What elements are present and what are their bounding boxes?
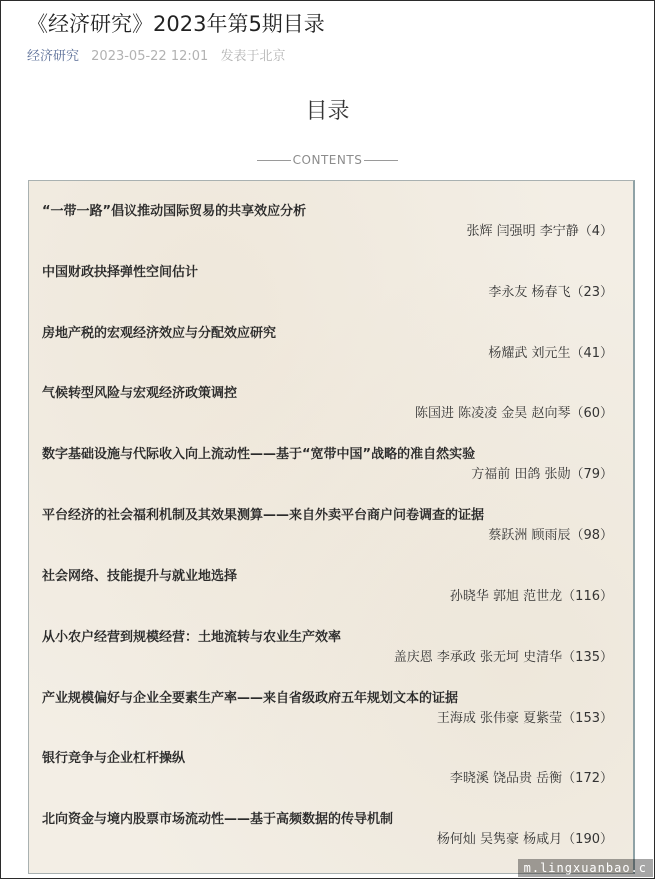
toc-entry-title[interactable]: 房地产税的宏观经济效应与分配效应研究 <box>42 326 277 341</box>
toc-entry-authors: 盖庆恩 李承政 张无坷 史清华（135） <box>393 650 613 665</box>
contents-label: CONTENTS <box>292 153 363 167</box>
toc-entry-title[interactable]: 中国财政抉择弹性空间估计 <box>42 265 199 280</box>
toc-entry-authors: 张辉 闫强明 李宁静（4） <box>466 224 613 239</box>
toc-entry-authors: 陈国进 陈凌凌 金昊 赵向琴（60） <box>415 406 613 421</box>
toc-entry-authors: 蔡跃洲 顾雨辰（98） <box>488 528 613 543</box>
divider-line-left <box>257 160 291 161</box>
publish-location: 发表于北京 <box>220 49 286 64</box>
publish-time: 2023-05-22 12:01 <box>91 49 209 64</box>
toc-entry <box>29 384 633 444</box>
toc-entry-title[interactable]: 从小农户经营到规模经营：土地流转与农业生产效率 <box>42 630 342 645</box>
toc-list <box>28 180 635 874</box>
article-title: 《经济研究》2023年第5期目录 <box>27 12 325 36</box>
toc-entry <box>29 324 633 384</box>
toc-entry-title[interactable]: 数字基础设施与代际收入向上流动性——基于“宽带中国”战略的准自然实验 <box>42 447 476 462</box>
site-watermark: m.lingxuanbao.c <box>518 859 653 877</box>
toc-entry-authors: 孙晓华 郭旭 范世龙（116） <box>449 589 613 604</box>
toc-entry-authors: 王海成 张伟豪 夏紫莹（153） <box>436 711 613 726</box>
toc-entry <box>29 263 633 323</box>
toc-entry <box>29 506 633 566</box>
toc-entry-authors: 杨耀武 刘元生（41） <box>488 346 613 361</box>
toc-entry-authors: 李晓溪 饶品贵 岳衡（172） <box>449 771 613 786</box>
toc-entry-title[interactable]: 银行竞争与企业杠杆操纵 <box>42 751 186 766</box>
toc-entry <box>29 567 633 627</box>
toc-entry <box>29 749 633 809</box>
article-meta <box>27 47 285 67</box>
contents-divider <box>1 151 654 169</box>
toc-entry-authors: 杨何灿 吴隽豪 杨咸月（190） <box>436 832 613 847</box>
toc-entry-title[interactable]: 北向资金与境内股票市场流动性——基于高频数据的传导机制 <box>42 812 394 827</box>
account-name-link[interactable]: 经济研究 <box>27 49 80 64</box>
toc-entry-title[interactable]: 社会网络、技能提升与就业地选择 <box>42 569 238 584</box>
toc-entry-authors: 李永友 杨春飞（23） <box>488 285 613 300</box>
toc-entry <box>29 445 633 505</box>
toc-heading: 目录 <box>305 99 350 124</box>
toc-entry-title[interactable]: 产业规模偏好与企业全要素生产率——来自省级政府五年规划文本的证据 <box>42 691 459 706</box>
toc-entry <box>29 689 633 749</box>
toc-entry-title[interactable]: 气候转型风险与宏观经济政策调控 <box>42 386 238 401</box>
toc-entry-title[interactable]: “一带一路”倡议推动国际贸易的共享效应分析 <box>42 204 307 219</box>
toc-entry-title[interactable]: 平台经济的社会福利机制及其效果测算——来自外卖平台商户问卷调查的证据 <box>42 508 485 523</box>
divider-line-right <box>364 160 398 161</box>
toc-entry-authors: 方福前 田鸽 张勋（79） <box>471 467 613 482</box>
toc-entry <box>29 202 633 262</box>
toc-entry <box>29 628 633 688</box>
